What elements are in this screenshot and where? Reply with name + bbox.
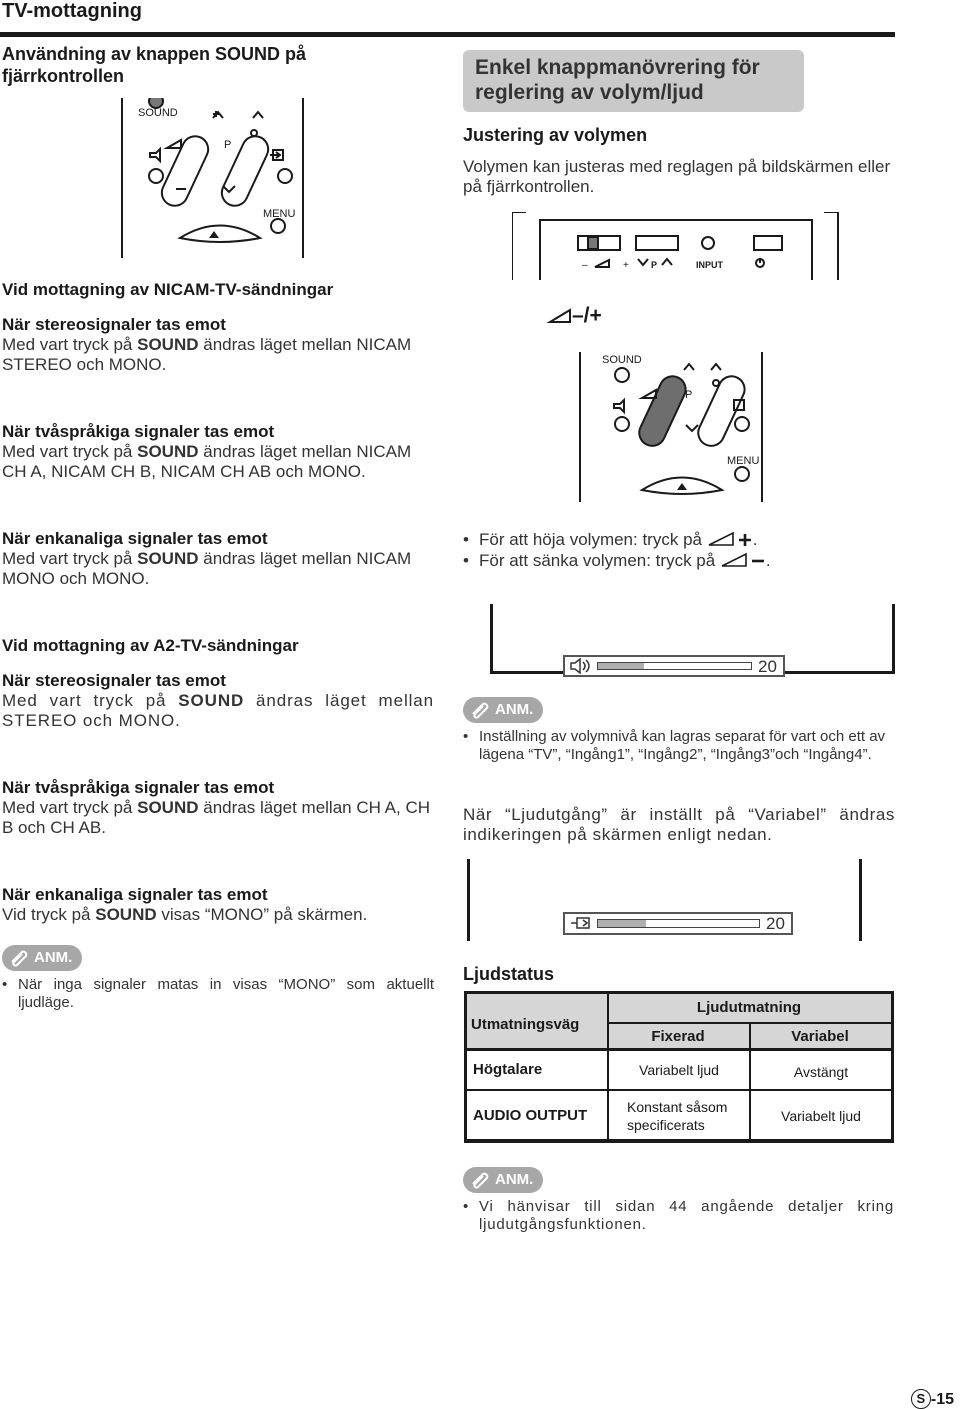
svg-text:–: –: [582, 260, 588, 271]
sound-status-table: [464, 991, 894, 1143]
remote-sound-label: SOUND: [138, 107, 178, 119]
note-badge-right-1: ANM.: [463, 697, 543, 723]
output-icon: [569, 916, 593, 930]
svg-text:SOUND: SOUND: [602, 354, 642, 366]
variabel-paragraph: När “Ljudutgång” är inställt på “Variabel” ändras indikeringen på skärmen enligt nedan.: [463, 805, 895, 844]
table-col-fixed: Fixerad: [651, 1028, 705, 1045]
title-rule: [0, 32, 895, 37]
tv-panel-illustration: [512, 212, 842, 502]
table-corner-label: Utmatningsväg: [471, 1016, 580, 1033]
sound-heading: Användning av knappen SOUND på fjärrkontrollen: [2, 44, 307, 86]
nicam-stereo-text: Med vart tryck på SOUND ändras läget mellan NICAM STEREO och MONO.: [2, 335, 412, 374]
table-group-header: Ljudutmatning: [696, 999, 802, 1016]
nicam-stereo-title: När stereosignaler tas emot: [2, 315, 226, 334]
row2-fixed: Konstant såsom specificerats: [627, 1099, 728, 1133]
page-number: S -15: [911, 1389, 954, 1409]
svg-text:P: P: [224, 139, 232, 151]
svg-text:MENU: MENU: [727, 455, 760, 467]
a2-stereo-title: När stereosignaler tas emot: [2, 671, 226, 690]
volume-button-label: –/+: [572, 304, 602, 327]
row2-variable: Variabelt ljud: [781, 1108, 861, 1124]
speaker-icon: [569, 658, 593, 674]
paperclip-icon: [469, 700, 493, 720]
note-badge-left: ANM.: [2, 945, 82, 971]
a2-bilingual-title: När tvåspråkiga signaler tas emot: [2, 778, 275, 797]
a2-mono-title: När enkanaliga signaler tas emot: [2, 885, 268, 904]
note-text-left: • När inga signaler matas in visas “MONO” som aktuellt ljudläge.: [2, 976, 434, 1012]
volume-up-icon: [707, 531, 753, 547]
volume-text: Volymen kan justeras med reglagen på bildskärmen eller på fjärrkontrollen.: [463, 157, 891, 196]
row-label-audio-output: AUDIO OUTPUT: [473, 1107, 588, 1124]
note-text-right-2: • Vi hänvisar till sidan 44 angående detaljer kring ljudutgångsfunktionen.: [463, 1198, 894, 1234]
paperclip-icon: [8, 948, 32, 968]
volume-heading: Justering av volymen: [463, 125, 648, 145]
svg-text:P: P: [651, 260, 658, 270]
nicam-mono-text: Med vart tryck på SOUND ändras läget mellan NICAM MONO och MONO.: [2, 549, 412, 588]
page-letter: S: [911, 1389, 931, 1409]
nicam-bilingual-title: När tvåspråkiga signaler tas emot: [2, 422, 275, 441]
bullet-volume-down: • För att sänka volymen: tryck på .: [463, 551, 771, 571]
osd-volume-bar-1: [563, 655, 785, 677]
a2-heading: Vid mottagning av A2-TV-sändningar: [2, 636, 299, 655]
volume-track-2: [597, 919, 760, 928]
nicam-bilingual-text: Med vart tryck på SOUND ändras läget mellan NICAM CH A, NICAM CH B, NICAM CH AB och MONO.: [2, 442, 412, 481]
osd-volume-value-1: 20: [758, 657, 777, 676]
volume-down-icon: [720, 552, 766, 568]
remote-illustration: [110, 98, 315, 258]
svg-text:+: +: [623, 260, 629, 271]
row-label-speakers: Högtalare: [473, 1061, 543, 1078]
a2-stereo-text: Med vart tryck på SOUND ändras läget mellan STEREO och MONO.: [2, 691, 435, 730]
status-heading: Ljudstatus: [463, 964, 555, 984]
bullet-volume-up: • För att höja volymen: tryck på .: [463, 530, 757, 550]
remote-menu-label: MENU: [263, 208, 296, 220]
nicam-mono-title: När enkanaliga signaler tas emot: [2, 529, 268, 548]
paperclip-icon: [469, 1170, 493, 1190]
note-badge-right-2: ANM.: [463, 1167, 543, 1193]
osd-volume-bar-2: [563, 912, 793, 935]
volume-track-1: [597, 662, 752, 670]
a2-bilingual-text: Med vart tryck på SOUND ändras läget mellan CH A, CH B och CH AB.: [2, 798, 431, 837]
page-title: TV-mottagning: [2, 0, 142, 22]
note-text-right-1: • Inställning av volymnivå kan lagras separat för vart och ett av lägena “TV”, “Ingång1”, “Ingång2”, “Ingång3”och “Ingång4”.: [463, 728, 894, 764]
row1-variable: Avstängt: [793, 1064, 849, 1080]
a2-mono-text: Vid tryck på SOUND visas “MONO” på skärmen.: [2, 905, 368, 924]
table-col-variable: Variabel: [791, 1028, 849, 1045]
nicam-heading: Vid mottagning av NICAM-TV-sändningar: [2, 280, 334, 299]
osd-volume-value-2: 20: [766, 914, 785, 933]
box-title: Enkel knappmanövrering för reglering av volym/ljud: [463, 50, 804, 112]
svg-text:P: P: [685, 389, 693, 401]
input-label: INPUT: [696, 260, 723, 270]
row1-fixed: Variabelt ljud: [639, 1062, 719, 1078]
